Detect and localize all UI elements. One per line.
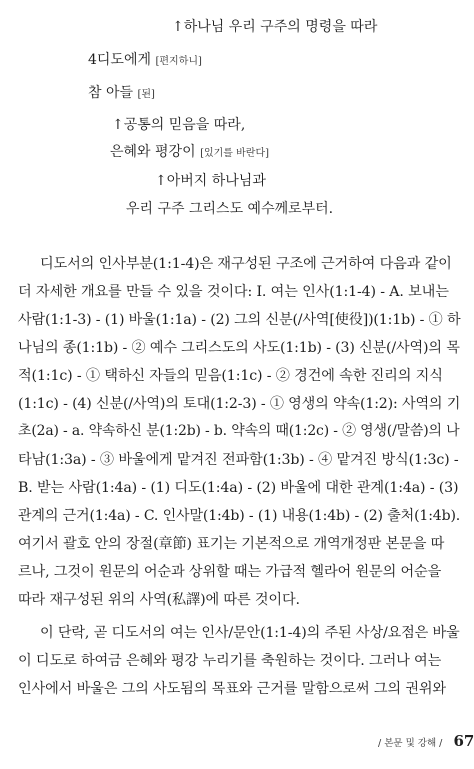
- paragraph-2-line: 인사에서 바울은 그의 사도됨의 목표와 근거를 말함으로써 그의 권위와: [18, 681, 446, 697]
- paragraph-1-line: 디도서의 인사부분(1:1-4)은 재구성된 구조에 근거하여 다음과 같이: [40, 256, 452, 272]
- paragraph-2-line: 이 단락, 곧 디도서의 여는 인사/문안(1:1-4)의 주된 사상/요점은 바울: [40, 625, 460, 641]
- outline-line-6: ↑아버지 하나님과: [155, 173, 266, 189]
- outline-line-5-text: 은혜와 평강이: [110, 144, 196, 160]
- page-footer: [378, 731, 474, 750]
- paragraph-1-line: 초(2a) - a. 약속하신 분(1:2b) - b. 약속의 때(1:2c) - ② 영생(/말씀)의 나: [18, 423, 460, 439]
- paragraph-1-line: (1:1c) - (4) 신분(/사역)의 토대(1:2-3) - ① 영생의 약속(1:2): 사역의 기: [18, 396, 461, 412]
- outline-line-7: 우리 구주 그리스도 예수께로부터.: [126, 201, 334, 217]
- section-label: / 본문 및 강해 /: [378, 738, 443, 749]
- paragraph-1-line: 여기서 괄호 안의 장절(章節) 표기는 기본적으로 개역개정판 본문을 따: [18, 536, 445, 552]
- outline-line-2-note: [편지하니]: [155, 56, 202, 67]
- outline-line-3: [88, 86, 155, 100]
- page-number: 67: [453, 732, 474, 750]
- paragraph-1-line: B. 받는 사람(1:4a) - (1) 디도(1:4a) - (2) 바울에 대한 관계(1:4a) - (3): [18, 480, 459, 496]
- paragraph-1-line: 나님의 종(1:1b) - ② 예수 그리스도의 사도(1:1b) - (3) 신분(/사역)의 목: [18, 340, 460, 356]
- paragraph-1-line: 관계의 근거(1:4a) - C. 인사말(1:4b) - (1) 내용(1:4b) - (2) 출처(1:4b).: [18, 508, 461, 524]
- outline-line-1: ↑하나님 우리 구주의 명령을 따라: [172, 19, 378, 35]
- paragraph-1-line: 더 자세한 개요를 만들 수 있을 것이다: I. 여는 인사(1:1-4) - A. 보내는: [18, 284, 449, 300]
- paragraph-1-line: 적(1:1c) - ① 택하신 자들의 믿음(1:1c) - ② 경건에 속한 진리의 지식: [18, 368, 443, 384]
- outline-line-3-text: 참 아들: [88, 85, 134, 101]
- outline-line-5: [110, 145, 269, 159]
- outline-line-4: ↑공통의 믿음을 따라,: [112, 117, 246, 133]
- outline-line-5-note: [있기를 바란다]: [200, 148, 270, 159]
- outline-line-3-note: [된]: [137, 89, 155, 100]
- paragraph-1-line: 르나, 그것이 원문의 어순과 상위할 때는 가급적 헬라어 원문의 어순을: [18, 564, 442, 580]
- outline-line-2-text: 4디도에게: [88, 52, 152, 68]
- paragraph-2-line: 이 디도로 하여금 은혜와 평강 누리기를 축원하는 것이다. 그러나 여는: [18, 653, 442, 669]
- paragraph-1-line: 따라 재구성된 위의 사역(私譯)에 따른 것이다.: [18, 592, 300, 608]
- outline-line-2: [88, 53, 202, 67]
- paragraph-1-line: 사람(1:1-3) - (1) 바울(1:1a) - (2) 그의 신분(/사역[使役])(1:1b) - ① 하: [18, 312, 461, 328]
- paragraph-1-line: 타남(1:3a) - ③ 바울에게 맡겨진 전파함(1:3b) - ④ 맡겨진 방식(1:3c) -: [18, 452, 459, 468]
